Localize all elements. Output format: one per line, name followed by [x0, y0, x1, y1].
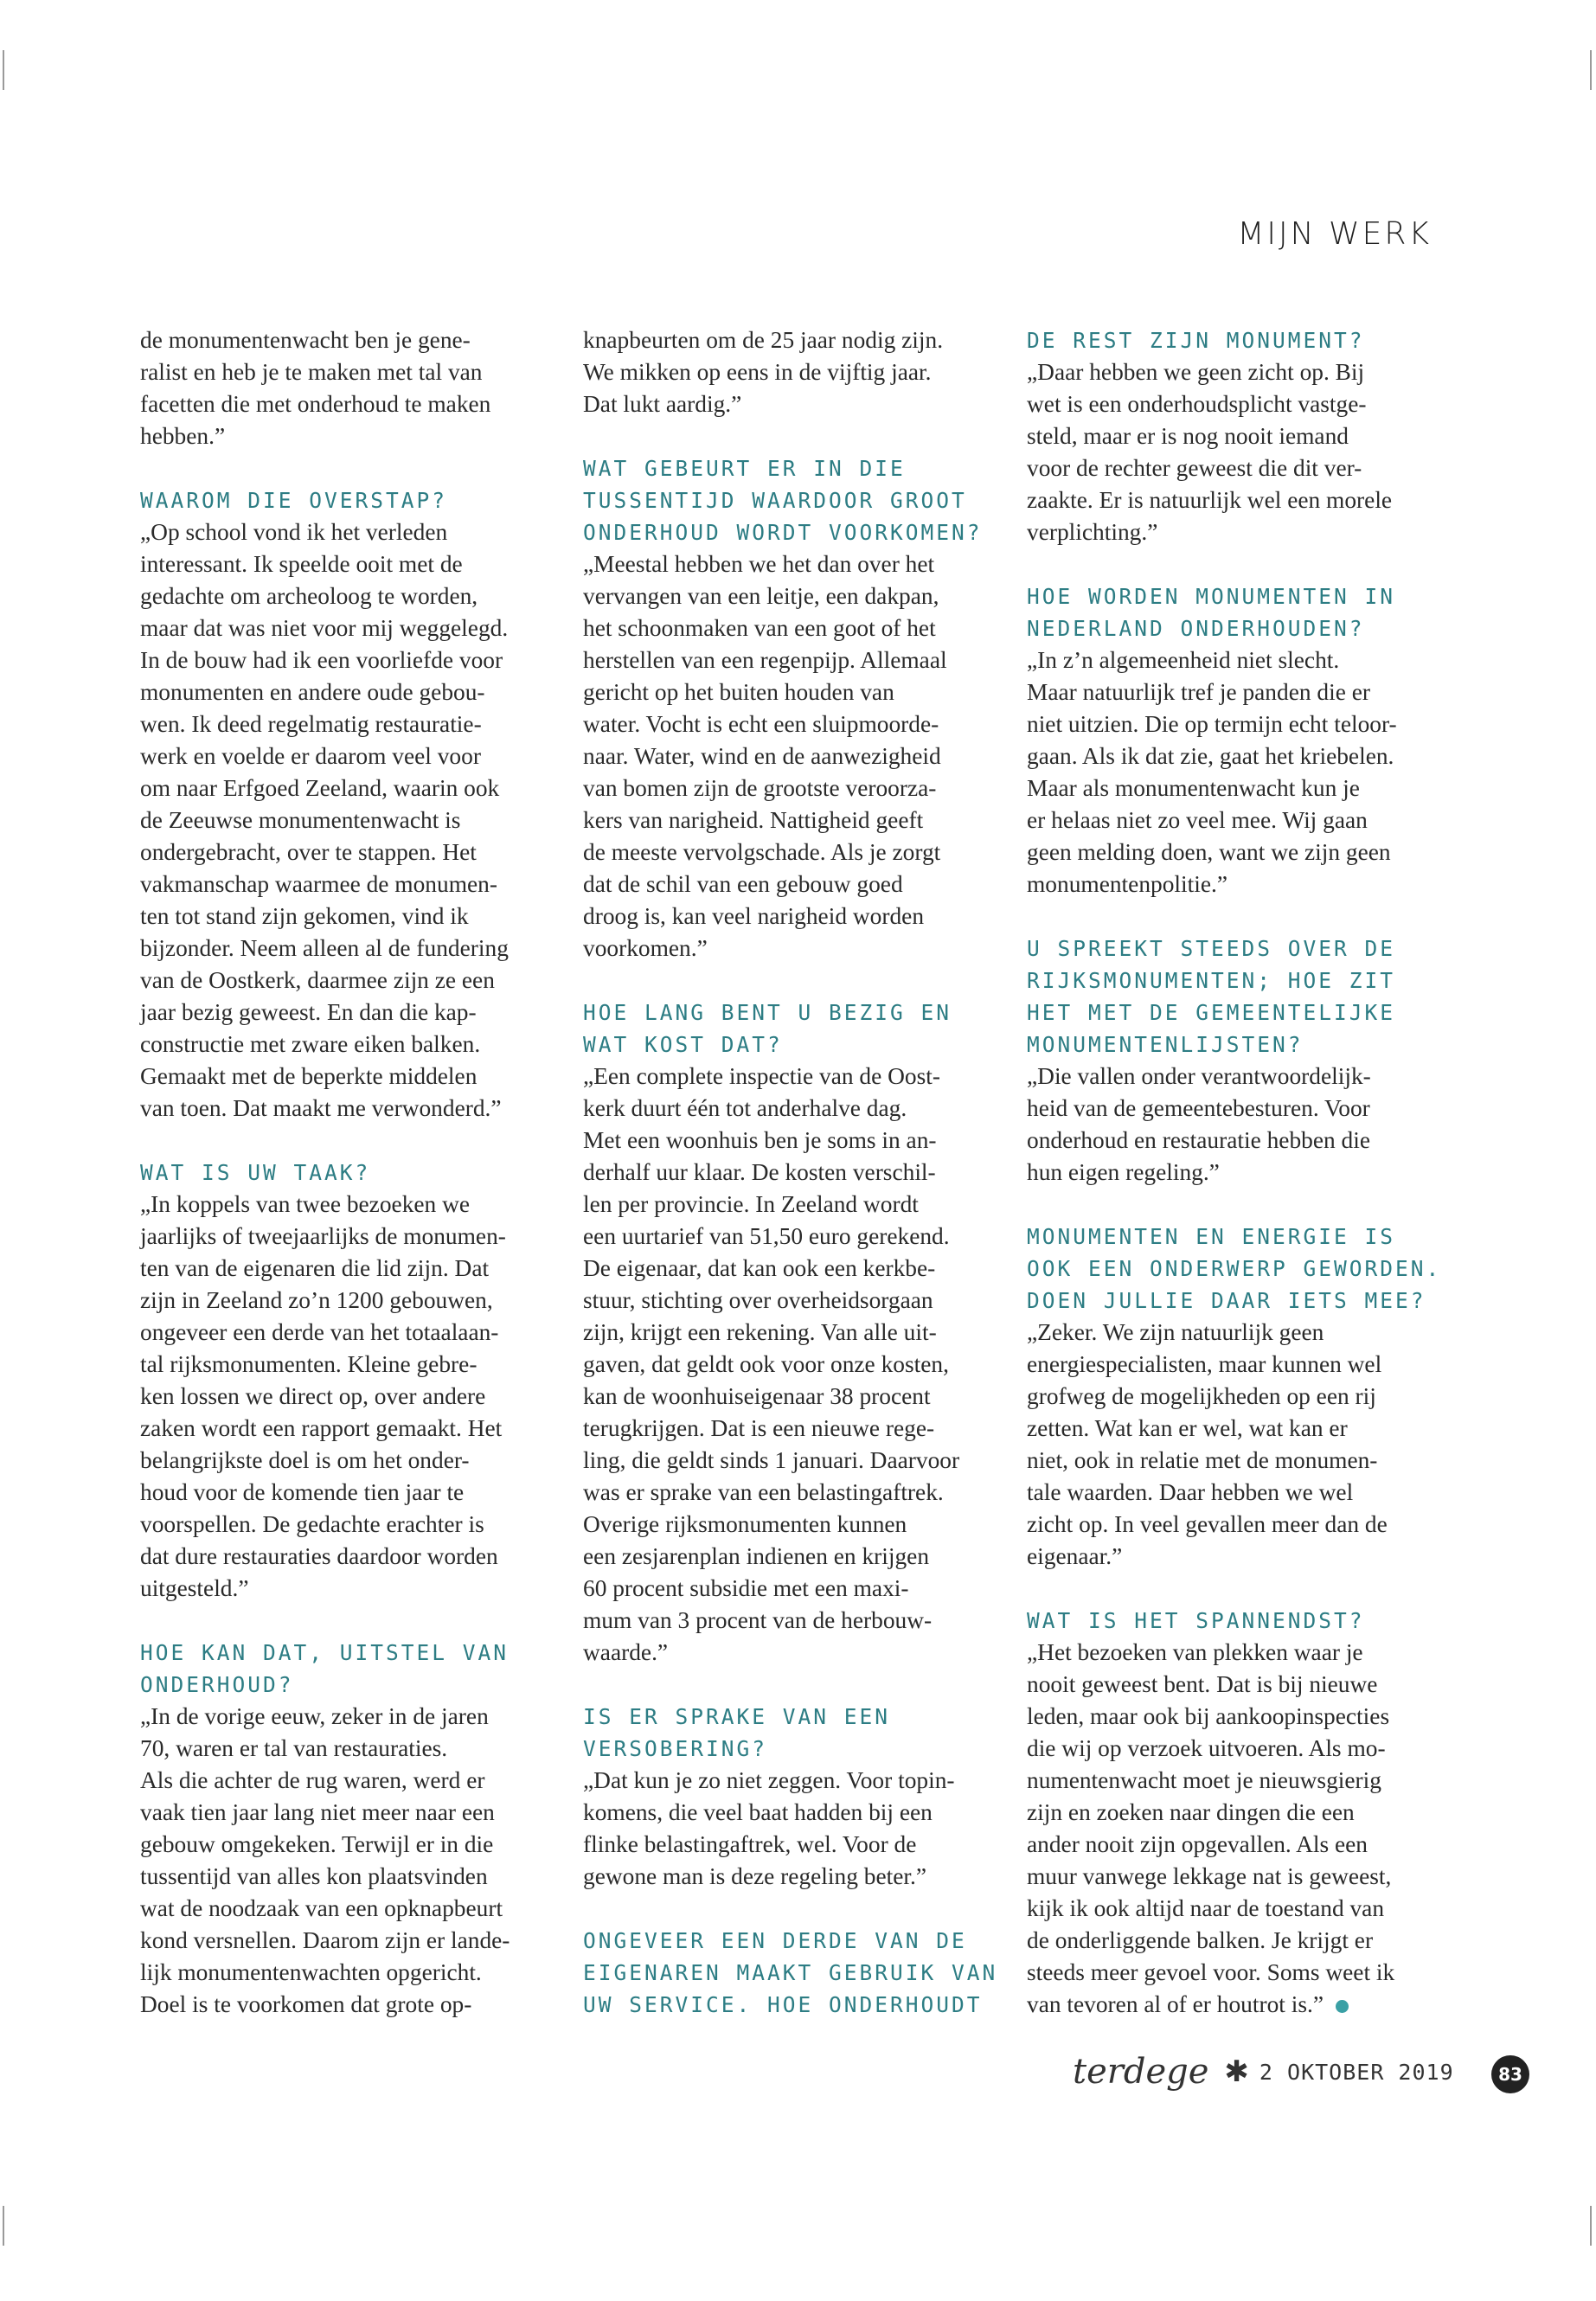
text-line: van toen. Dat maakt me verwonderd.” — [140, 1095, 502, 1121]
text-line: ralist en heb je te maken met tal van — [140, 359, 483, 385]
text-line: het schoonmaken van een goot of het — [583, 615, 936, 641]
text-line: dat dure restauraties daardoor worden — [140, 1543, 498, 1569]
text-line: HOE KAN DAT, UITSTEL VAN — [140, 1640, 510, 1665]
text-line: de Zeeuwse monumentenwacht is — [140, 807, 461, 833]
text-line: zijn en zoeken naar dingen die een — [1027, 1799, 1355, 1825]
text-line: OOK EEN ONDERWERP GEWORDEN. — [1027, 1256, 1442, 1281]
text-line: knapbeurten om de 25 jaar nodig zijn. — [583, 327, 944, 353]
text-line: kerk duurt één tot anderhalve dag. — [583, 1095, 907, 1121]
text-line: een uurtarief van 51,50 euro gerekend. — [583, 1223, 950, 1249]
text-line: zijn in Zeeland zo’n 1200 gebouwen, — [140, 1287, 493, 1313]
text-line: WAT IS HET SPANNENDST? — [1027, 1608, 1365, 1633]
text-line: ONGEVEER EEN DERDE VAN DE — [583, 1928, 967, 1953]
text-line: „In koppels van twee bezoeken we — [140, 1191, 471, 1217]
text-line: maar dat was niet voor mij weggelegd. — [140, 615, 509, 641]
text-line: muur vanwege lekkage nat is geweest, — [1027, 1863, 1392, 1889]
text-line: „Zeker. We zijn natuurlijk geen — [1027, 1319, 1324, 1345]
answer-paragraph — [140, 1701, 551, 2021]
text-line: heid van de gemeentebesturen. Voor — [1027, 1095, 1370, 1121]
text-line: niet, ook in relatie met de monumen- — [1027, 1447, 1378, 1473]
text-line: „Op school vond ik het verleden — [140, 519, 448, 545]
interview-question — [583, 997, 994, 1061]
text-line: zetten. Wat kan er wel, wat kan er — [1027, 1415, 1348, 1441]
text-line: de meeste vervolgschade. Als je zorgt — [583, 839, 941, 865]
text-line: uitgesteld.” — [140, 1575, 249, 1601]
text-line: „Een complete inspectie van de Oost- — [583, 1063, 940, 1089]
text-line: RIJKSMONUMENTEN; HOE ZIT — [1027, 968, 1396, 993]
text-line: 60 procent subsidie met een maxi- — [583, 1575, 909, 1601]
text-line: houd voor de komende tien jaar te — [140, 1479, 465, 1505]
text-line: er helaas niet zo veel mee. Wij gaan — [1027, 807, 1368, 833]
text-line: zijn, krijgt een rekening. Van alle uit- — [583, 1319, 937, 1345]
text-line: „Meestal hebben we het dan over het — [583, 551, 935, 577]
text-line: leden, maar ook bij aankoopinspecties — [1027, 1703, 1390, 1729]
text-line: jaar bezig geweest. En dan die kap- — [140, 999, 477, 1025]
text-line: gaven, dat geldt ook voor onze kosten, — [583, 1351, 949, 1377]
text-line: kond versnellen. Daarom zijn er lande- — [140, 1927, 510, 1953]
text-line: naar. Water, wind en de aanwezigheid — [583, 743, 941, 769]
text-line: constructie met zware eiken balken. — [140, 1031, 481, 1057]
text-line: de monumentenwacht ben je gene- — [140, 327, 471, 353]
text-line: waarde.” — [583, 1639, 669, 1665]
issue-date: 2 OKTOBER 2019 — [1259, 2059, 1454, 2085]
text-line: vervangen van een leitje, een dakpan, — [583, 583, 939, 609]
text-line: de onderliggende balken. Je krijgt er — [1027, 1927, 1374, 1953]
text-line: MONUMENTENLIJSTEN? — [1027, 1032, 1304, 1057]
text-line: herstellen van een regenpijp. Allemaal — [583, 647, 947, 673]
text-line: tussentijd van alles kon plaatsvinden — [140, 1863, 488, 1889]
text-line: WAT IS UW TAAK? — [140, 1160, 371, 1185]
interview-question — [1027, 580, 1438, 644]
crop-mark-top-left — [3, 50, 4, 90]
text-line: Als die achter de rug waren, werd er — [140, 1767, 485, 1793]
interview-question — [583, 1925, 998, 2021]
text-line: EIGENAREN MAAKT GEBRUIK VAN — [583, 1960, 998, 1985]
text-line: In de bouw had ik een voorliefde voor — [140, 647, 503, 673]
interview-question — [140, 1637, 551, 1701]
text-line: werk en voelde er daarom veel voor — [140, 743, 481, 769]
text-line: MONUMENTEN EN ENERGIE IS — [1027, 1224, 1396, 1249]
text-line: onderhoud en restauratie hebben die — [1027, 1127, 1371, 1153]
text-line: De eigenaar, dat kan ook een kerkbe- — [583, 1255, 936, 1281]
text-line: HOE WORDEN MONUMENTEN IN — [1027, 584, 1396, 609]
text-line: HET MET DE GEMEENTELIJKE — [1027, 1000, 1396, 1025]
end-of-article-dot-icon — [1336, 2000, 1349, 2013]
text-line: interessant. Ik speelde ooit met de — [140, 551, 463, 577]
text-line: DE REST ZIJN MONUMENT? — [1027, 328, 1365, 353]
text-line: terugkrijgen. Dat is een nieuwe rege- — [583, 1415, 935, 1441]
text-line: Maar natuurlijk tref je panden die er — [1027, 679, 1370, 705]
text-line: zaakte. Er is natuurlijk wel een morele — [1027, 487, 1393, 513]
text-line: stuur, stichting over overheidsorgaan — [583, 1287, 933, 1313]
text-line: vaak tien jaar lang niet meer naar een — [140, 1799, 495, 1825]
text-line: We mikken op eens in de vijftig jaar. — [583, 359, 932, 385]
text-line: len per provincie. In Zeeland wordt — [583, 1191, 919, 1217]
answer-paragraph — [583, 1765, 994, 1893]
text-line: monumenten en andere oude gebou- — [140, 679, 485, 705]
text-line: verplichting.” — [1027, 519, 1158, 545]
text-line: IS ER SPRAKE VAN EEN — [583, 1704, 891, 1729]
answer-paragraph — [583, 1061, 994, 1669]
text-line: numentenwacht moet je nieuwsgierig — [1027, 1767, 1381, 1793]
text-line: komens, die veel baat hadden bij een — [583, 1799, 933, 1825]
text-line: „Daar hebben we geen zicht op. Bij — [1027, 359, 1365, 385]
text-line: „Die vallen onder verantwoordelijk- — [1027, 1063, 1371, 1089]
text-line: voorkomen.” — [583, 935, 708, 961]
text-line: mum van 3 procent van de herbouw- — [583, 1607, 933, 1633]
text-line: vakmanschap waarmee de monumen- — [140, 871, 497, 897]
text-line: Met een woonhuis ben je soms in an- — [583, 1127, 937, 1153]
text-line: ling, die geldt sinds 1 januari. Daarvoor — [583, 1447, 960, 1473]
text-line: ongeveer een derde van het totaalaan- — [140, 1319, 499, 1345]
text-line: „Dat kun je zo niet zeggen. Voor topin- — [583, 1767, 955, 1793]
text-line: voorspellen. De gedachte erachter is — [140, 1511, 484, 1537]
article-column-3 — [1027, 324, 1442, 2053]
text-line: grofweg de mogelijkheden op een rij — [1027, 1383, 1376, 1409]
article-column-1 — [140, 324, 551, 2053]
text-line: ten van de eigenaren die lid zijn. Dat — [140, 1255, 490, 1281]
text-line: tale waarden. Daar hebben we wel — [1027, 1479, 1354, 1505]
text-line: steeds meer gevoel voor. Soms weet ik — [1027, 1959, 1395, 1985]
text-line: Maar als monumentenwacht kun je — [1027, 775, 1360, 801]
text-line: zicht op. In veel gevallen meer dan de — [1027, 1511, 1388, 1537]
text-line: belangrijkste doel is om het onder- — [140, 1447, 470, 1473]
text-line: eigenaar.” — [1027, 1543, 1123, 1569]
text-line: U SPREEKT STEEDS OVER DE — [1027, 936, 1396, 961]
text-line: tal rijksmonumenten. Kleine gebre- — [140, 1351, 478, 1377]
text-line: kijk ik ook altijd naar de toestand van — [1027, 1895, 1385, 1921]
text-line: kan de woonhuiseigenaar 38 procent — [583, 1383, 931, 1409]
text-line: geen melding doen, want we zijn geen — [1027, 839, 1391, 865]
text-line: wen. Ik deed regelmatig restauratie- — [140, 711, 482, 737]
text-line: flinke belastingaftrek, wel. Voor de — [583, 1831, 917, 1857]
text-line: „In z’n algemeenheid niet slecht. — [1027, 647, 1340, 673]
text-line: derhalf uur klaar. De kosten verschil- — [583, 1159, 936, 1185]
text-line: voor de rechter geweest die dit ver- — [1027, 455, 1362, 481]
text-line: gedachte om archeoloog te worden, — [140, 583, 478, 609]
article-column-2 — [583, 324, 998, 2021]
text-line: jaarlijks of tweejaarlijks de monumen- — [140, 1223, 506, 1249]
text-line: ONDERHOUD WORDT VOORKOMEN? — [583, 520, 983, 545]
text-line: ander nooit zijn opgevallen. Als een — [1027, 1831, 1368, 1857]
text-line: water. Vocht is echt een sluipmoorde- — [583, 711, 939, 737]
answer-paragraph — [1027, 1061, 1438, 1189]
text-line: Dat lukt aardig.” — [583, 391, 742, 417]
text-line: was er sprake van een belastingaftrek. — [583, 1479, 944, 1505]
text-line: om naar Erfgoed Zeeland, waarin ook — [140, 775, 500, 801]
answer-paragraph — [140, 1189, 551, 1605]
answer-paragraph — [583, 548, 994, 965]
text-line: 70, waren er tal van restauraties. — [140, 1735, 448, 1761]
text-line: die wij op verzoek uitvoeren. Als mo- — [1027, 1735, 1386, 1761]
answer-paragraph — [1027, 1637, 1438, 2021]
answer-paragraph — [1027, 644, 1438, 901]
text-line: hun eigen regeling.” — [1027, 1159, 1220, 1185]
page-footer — [1073, 2052, 1454, 2092]
text-line: wat de noodzaak van een opknapbeurt — [140, 1895, 503, 1921]
text-line: NEDERLAND ONDERHOUDEN? — [1027, 616, 1365, 641]
answer-paragraph — [1027, 356, 1438, 548]
interview-question — [1027, 933, 1438, 1061]
text-line: gericht op het buiten houden van — [583, 679, 894, 705]
text-line: ken lossen we direct op, over andere — [140, 1383, 486, 1409]
answer-paragraph — [140, 516, 551, 1125]
answer-paragraph — [140, 324, 551, 452]
text-line: gewone man is deze regeling beter.” — [583, 1863, 926, 1889]
text-line: steld, maar er is nog nooit iemand — [1027, 423, 1349, 449]
text-line: Gemaakt met de beperkte middelen — [140, 1063, 478, 1089]
text-line: WAT KOST DAT? — [583, 1032, 783, 1057]
text-line: VERSOBERING? — [583, 1736, 768, 1761]
answer-paragraph — [1027, 1317, 1438, 1573]
text-line: WAT GEBEURT ER IN DIE — [583, 456, 906, 481]
text-line: „Het bezoeken van plekken waar je — [1027, 1639, 1363, 1665]
interview-question — [1027, 324, 1438, 356]
text-line: UW SERVICE. HOE ONDERHOUDT — [583, 1992, 983, 2017]
text-line: ondergebracht, over te stappen. Het — [140, 839, 477, 865]
text-line: van tevoren al of er houtrot is.” — [1027, 1991, 1324, 2017]
text-line: droog is, kan veel narigheid worden — [583, 903, 925, 929]
answer-paragraph — [583, 324, 994, 420]
interview-question — [1027, 1605, 1438, 1637]
interview-question — [583, 1701, 994, 1765]
text-line: van bomen zijn de grootste veroorza- — [583, 775, 937, 801]
magazine-logo: terdege — [1073, 2052, 1209, 2092]
text-line: WAAROM DIE OVERSTAP? — [140, 488, 448, 513]
text-line: Overige rijksmonumenten kunnen — [583, 1511, 907, 1537]
text-line: wet is een onderhoudsplicht vastge- — [1027, 391, 1367, 417]
interview-question — [583, 452, 994, 548]
crop-mark-bottom-left — [3, 2206, 4, 2246]
interview-question — [140, 484, 551, 516]
text-line: een zesjarenplan indienen en krijgen — [583, 1543, 930, 1569]
text-line: ONDERHOUD? — [140, 1672, 294, 1697]
separator-star-icon: ✱ — [1224, 2054, 1249, 2089]
text-line: lijk monumentenwachten opgericht. — [140, 1959, 482, 1985]
text-line: dat de schil van een gebouw goed — [583, 871, 903, 897]
text-line: niet uitzien. Die op termijn echt teloor- — [1027, 711, 1397, 737]
text-line: kers van narigheid. Nattigheid geeft — [583, 807, 924, 833]
text-line: DOEN JULLIE DAAR IETS MEE? — [1027, 1288, 1426, 1313]
text-line: nooit geweest bent. Dat is bij nieuwe — [1027, 1671, 1378, 1697]
text-line: van de Oostkerk, daarmee zijn ze een — [140, 967, 495, 993]
text-line: ten tot stand zijn gekomen, vind ik — [140, 903, 469, 929]
text-line: Doel is te voorkomen dat grote op- — [140, 1991, 472, 2017]
text-line: monumentenpolitie.” — [1027, 871, 1228, 897]
section-label: MIJN WERK — [1237, 216, 1432, 252]
text-line: TUSSENTIJD WAARDOOR GROOT — [583, 488, 967, 513]
text-line: „In de vorige eeuw, zeker in de jaren — [140, 1703, 489, 1729]
text-line: gebouw omgekeken. Terwijl er in die — [140, 1831, 494, 1857]
text-line: HOE LANG BENT U BEZIG EN — [583, 1000, 952, 1025]
crop-mark-top-right — [1590, 50, 1592, 90]
text-line: zaken wordt een rapport gemaakt. Het — [140, 1415, 503, 1441]
text-line: facetten die met onderhoud te maken — [140, 391, 491, 417]
text-line: gaan. Als ik dat zie, gaat het kriebelen. — [1027, 743, 1394, 769]
text-line: energiespecialisten, maar kunnen wel — [1027, 1351, 1382, 1377]
interview-question — [1027, 1221, 1442, 1317]
page-number: 83 — [1491, 2055, 1529, 2093]
interview-question — [140, 1157, 551, 1189]
text-line: bijzonder. Neem alleen al de fundering — [140, 935, 509, 961]
text-line: hebben.” — [140, 423, 226, 449]
crop-mark-bottom-right — [1590, 2206, 1592, 2246]
